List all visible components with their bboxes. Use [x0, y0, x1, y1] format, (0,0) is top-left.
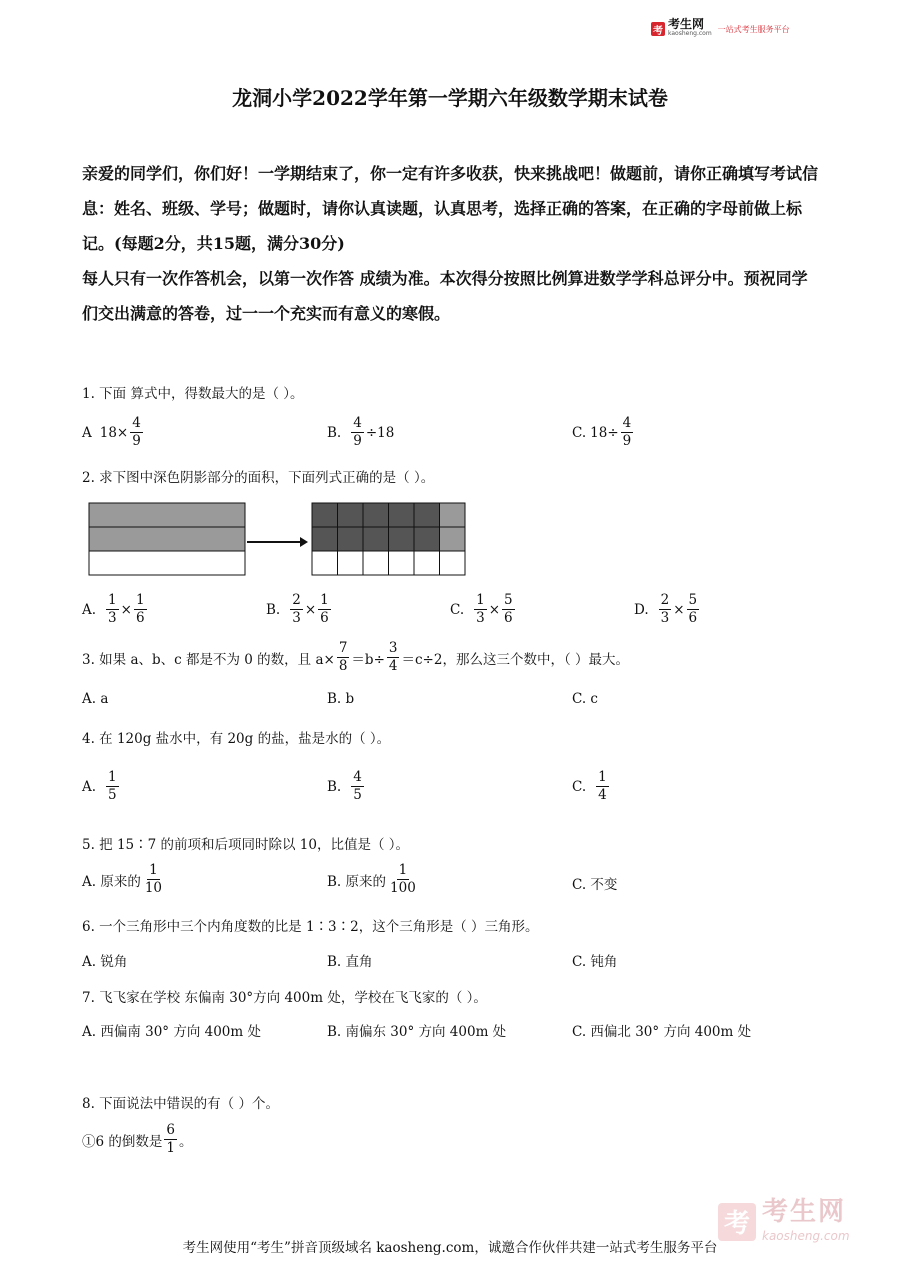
question-6-stem: 6. 一个三角形中三个内角度数的比是 1∶3∶2，这个三角形是（ ）三角形。 — [82, 919, 539, 935]
intro-text — [82, 156, 822, 331]
q3-text-post: ＝c÷2，那么这三个数中，（ ）最大。 — [401, 651, 629, 668]
option-label: A — [82, 424, 92, 441]
q4-option-c[interactable] — [572, 769, 611, 804]
option-label: A. 原来的 — [82, 873, 141, 890]
fraction: $\frac{4}{9}$ — [132, 415, 141, 449]
fraction: $\frac{1}{5}$ — [108, 769, 117, 803]
watermark-domain: kaosheng.com — [762, 1229, 850, 1243]
watermark-name: 考生网 — [762, 1197, 847, 1227]
fraction: $\frac{7}{8}$ — [338, 640, 348, 674]
question-3-stem — [82, 640, 629, 675]
grid-cell — [338, 503, 364, 527]
fraction: $\frac{5}{6}$ — [504, 592, 513, 626]
fraction: $\frac{2}{3}$ — [292, 592, 301, 626]
option-post: ÷18 — [365, 424, 395, 441]
q4-option-a[interactable] — [82, 769, 121, 804]
option-pre: 18× — [99, 424, 129, 441]
operator: × — [120, 601, 132, 618]
question-2-stem: 2. 求下图中深色阴影部分的面积，下面列式正确的是（ ）。 — [82, 470, 435, 486]
fraction: $\frac{4}{9}$ — [353, 415, 362, 449]
question-5-stem: 5. 把 15∶7 的前项和后项同时除以 10，比值是（ ）。 — [82, 837, 410, 853]
q3-text-mid: ＝b÷ — [351, 651, 385, 668]
fraction: $\frac{1}{10}$ — [144, 862, 163, 896]
grid-cell — [312, 527, 338, 551]
fraction: $\frac{2}{3}$ — [660, 592, 670, 626]
q3-option-c[interactable]: C. c — [572, 691, 598, 707]
grid-cell — [312, 551, 338, 575]
grid-cell — [312, 503, 338, 527]
fraction: $\frac{1}{100}$ — [390, 862, 416, 896]
grid-cell — [389, 551, 415, 575]
question-1-stem: 1. 下面 算式中，得数最大的是（ ）。 — [82, 386, 304, 402]
fraction: $\frac{3}{4}$ — [388, 640, 398, 674]
q2-option-a[interactable] — [82, 592, 149, 627]
question-7-stem: 7. 飞飞家在学校 东偏南 30°方向 400m 处，学校在飞飞家的（ ）。 — [82, 990, 487, 1006]
q6-option-b[interactable]: B. 直角 — [327, 954, 373, 970]
option-label: A. — [82, 601, 97, 618]
option-label: B. — [266, 601, 281, 618]
logo-name-text: 考生网 — [668, 17, 705, 31]
left-rectangle — [89, 503, 245, 575]
option-label: B. 原来的 — [327, 873, 387, 890]
question-8-stem: 8. 下面说法中错误的有（ ）个。 — [82, 1096, 279, 1112]
right-grid — [312, 503, 465, 575]
grid-cell — [389, 503, 415, 527]
q1-option-c[interactable] — [572, 415, 635, 450]
q4-option-b[interactable] — [327, 769, 366, 804]
fraction: $\frac{1}{4}$ — [598, 769, 607, 803]
fraction: $\frac{1}{3}$ — [476, 592, 485, 626]
q3-text-pre: 3. 如果 a、b、c 都是不为 0 的数，且 a× — [82, 651, 335, 668]
fraction: $\frac{1}{3}$ — [108, 592, 117, 626]
grid-cell — [338, 527, 364, 551]
q3-option-b[interactable]: B. b — [327, 691, 355, 707]
grid-cell — [389, 527, 415, 551]
left-row-1 — [89, 503, 245, 527]
q1-option-a[interactable] — [82, 415, 145, 450]
watermark-mark-icon: 考 — [718, 1203, 756, 1241]
q1-option-b[interactable] — [327, 415, 394, 450]
grid-cell — [363, 527, 389, 551]
intro-paragraph-2: 每人只有一次作答机会，以第一次作答 成绩为准。本次得分按照比例算进数学学科总评分中。预祝同学们交出满意的答卷，过一一个充实而有意义的寒假。 — [82, 269, 808, 323]
logo-slogan: 一站式考生服务平台 — [717, 24, 790, 34]
q2-option-c[interactable] — [450, 592, 517, 627]
q2-option-b[interactable] — [266, 592, 333, 627]
q7-option-a[interactable]: A. 西偏南 30° 方向 400m 处 — [82, 1024, 261, 1040]
option-label: B. — [327, 424, 342, 441]
q8-statement-1 — [82, 1122, 192, 1157]
arrow-icon — [247, 537, 308, 547]
grid-cell — [440, 527, 466, 551]
option-label: C. — [450, 601, 465, 618]
q5-option-b[interactable] — [327, 862, 420, 897]
q6-option-a[interactable]: A. 锐角 — [82, 954, 128, 970]
statement-text: ①6 的倒数是 — [82, 1133, 163, 1150]
grid-cell — [338, 551, 364, 575]
logo-name — [668, 19, 712, 39]
q2-area-figure — [88, 502, 470, 578]
statement-end: 。 — [178, 1133, 193, 1150]
option-label: C. — [572, 424, 587, 441]
fraction: $\frac{6}{1}$ — [166, 1122, 175, 1156]
q5-option-c[interactable]: C. 不变 — [572, 877, 618, 893]
grid-cell — [440, 503, 466, 527]
option-pre: 18÷ — [590, 424, 619, 441]
fraction: $\frac{1}{6}$ — [320, 592, 329, 626]
logo-mark-icon: 考 — [651, 22, 665, 36]
left-row-3 — [89, 551, 245, 575]
option-label: C. — [572, 778, 587, 795]
q7-option-c[interactable]: C. 西偏北 30° 方向 400m 处 — [572, 1024, 752, 1040]
q3-option-a[interactable]: A. a — [82, 691, 109, 707]
logo-domain: kaosheng.com — [668, 30, 712, 37]
q5-option-a[interactable] — [82, 862, 166, 897]
page-footer: 考生网使用“考生”拼音顶级域名 kaosheng.com，诚邀合作伙伴共建一站式考生服务平台 — [182, 1240, 718, 1256]
header-logo — [651, 17, 790, 38]
q7-option-b[interactable]: B. 南偏东 30° 方向 400m 处 — [327, 1024, 507, 1040]
q2-option-d[interactable] — [634, 592, 701, 627]
intro-paragraph-1: 亲爱的同学们，你们好！一学期结束了，你一定有许多收获，快来挑战吧！做题前，请你正确填写考试信息：姓名、班级、学号；做题时，请你认真读题，认真思考，选择正确的答案，在正确的字母前做上标记。(每题2分，共15题，满分30分) — [82, 164, 819, 253]
page-title: 龙洞小学2022学年第一学期六年级数学期末试卷 — [232, 86, 668, 110]
fraction: $\frac{5}{6}$ — [688, 592, 698, 626]
fraction: $\frac{4}{9}$ — [622, 415, 632, 449]
operator: × — [673, 601, 685, 618]
fraction: $\frac{1}{6}$ — [135, 592, 145, 626]
grid-cell — [414, 503, 440, 527]
grid-cell — [440, 551, 466, 575]
operator: × — [488, 601, 501, 618]
question-4-stem: 4. 在 120g 盐水中，有 20g 的盐，盐是水的（ ）。 — [82, 731, 391, 747]
option-label: B. — [327, 778, 342, 795]
grid-cell — [414, 527, 440, 551]
operator: × — [304, 601, 317, 618]
option-label: A. — [82, 778, 97, 795]
grid-cell — [414, 551, 440, 575]
fraction: $\frac{4}{5}$ — [353, 769, 362, 803]
left-row-2 — [89, 527, 245, 551]
option-label: D. — [634, 601, 649, 618]
grid-cell — [363, 503, 389, 527]
grid-cell — [363, 551, 389, 575]
q6-option-c[interactable]: C. 钝角 — [572, 954, 618, 970]
